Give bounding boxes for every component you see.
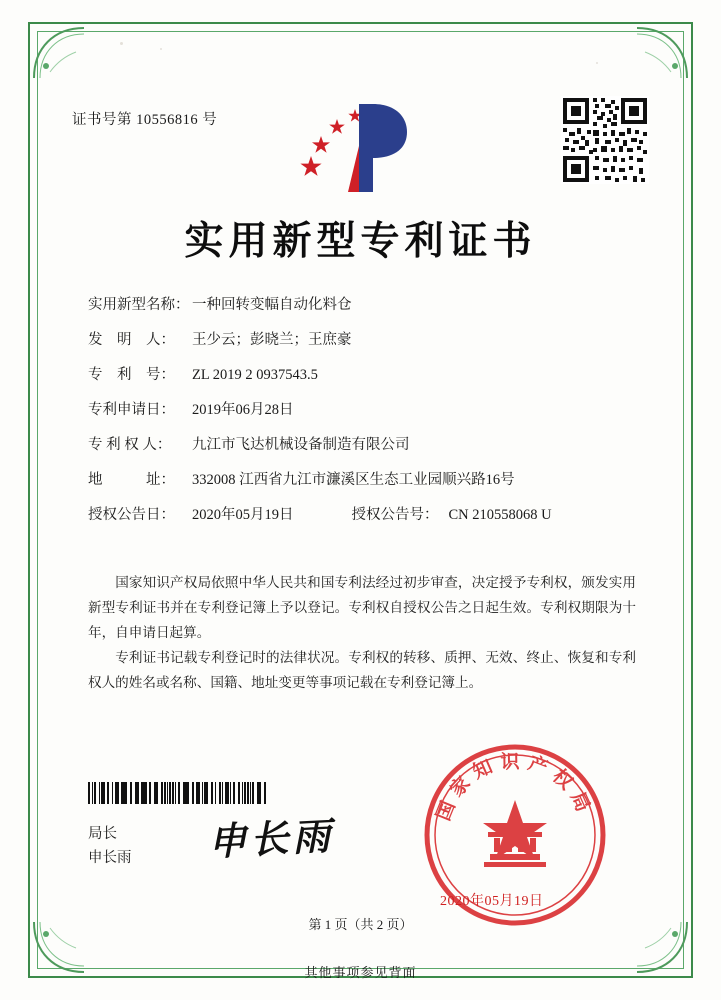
field-label: 实用新型名称：: [88, 297, 190, 313]
field-label: 专利申请日：: [88, 402, 175, 418]
signature-block: [88, 822, 132, 870]
patent-office-emblem-icon: [299, 96, 409, 198]
page-indicator: 第 1 页（共 2 页）: [308, 917, 413, 932]
signature-name-label: 申长雨: [88, 850, 132, 866]
field-row-utility-model-name: [88, 298, 648, 333]
field-value-grant-date: 2020年05月19日: [192, 507, 294, 523]
field-value: 一种回转变幅自动化料仓: [192, 297, 352, 313]
paragraph-1: 国家知识产权局依照中华人民共和国专利法经过初步审查，决定授予专利权，颁发实用新型专利证书并在专利登记簿上予以登记。专利权自授权公告之日起生效。专利权期限为十年，自申请日起算。: [88, 575, 636, 640]
footer-note: 其他事项参见背面: [304, 965, 417, 980]
field-row-inventors: [88, 333, 648, 368]
barcode-bar: [264, 782, 266, 804]
field-label: 专 利 号：: [88, 367, 175, 383]
field-value: ZL 2019 2 0937543.5: [192, 367, 318, 383]
svg-text:国家知识产权局: 国家知识产权局: [432, 750, 597, 824]
field-value: 332008 江西省九江市濂溪区生态工业园顺兴路16号: [192, 472, 515, 488]
field-list: [88, 298, 648, 543]
barcode: [88, 782, 266, 804]
field-label-grant-date: 授权公告日：: [88, 507, 175, 523]
paper-speck: [596, 62, 598, 64]
certificate-number: 证书号第 10556816 号: [72, 112, 218, 128]
field-label-grant-number: 授权公告号：: [351, 507, 439, 523]
field-row-patentee: [88, 438, 648, 473]
signature-role-label: 局长: [88, 826, 117, 842]
field-row-address: [88, 473, 648, 508]
field-label: 地 址：: [88, 472, 175, 488]
field-label: 专 利 权 人：: [88, 437, 172, 453]
field-row-application-date: [88, 403, 648, 438]
qr-code-icon: [561, 96, 649, 184]
paper-speck: [120, 42, 123, 45]
seal-date: 2020年05月19日: [440, 894, 544, 909]
page-title: 实用新型专利证书: [184, 219, 537, 264]
field-value: 九江市飞达机械设备制造有限公司: [192, 437, 410, 453]
paragraph-2: 专利证书记载专利登记时的法律状况。专利权的转移、质押、无效、终止、恢复和专利权人的姓名或名称、国籍、地址变更等事项记载在专利登记簿上。: [88, 650, 636, 690]
field-label: 发 明 人：: [88, 332, 175, 348]
field-row-patent-number: [88, 368, 648, 403]
field-value-grant-number: CN 210558068 U: [448, 507, 552, 523]
field-value: 2019年06月28日: [192, 402, 294, 418]
field-row-grant-announcement: [88, 508, 648, 543]
field-value: 王少云；彭晓兰；王庶豪: [192, 332, 352, 348]
paper-speck: [160, 48, 162, 50]
handwritten-signature: 申长雨: [207, 812, 336, 865]
body-text: [88, 570, 636, 695]
